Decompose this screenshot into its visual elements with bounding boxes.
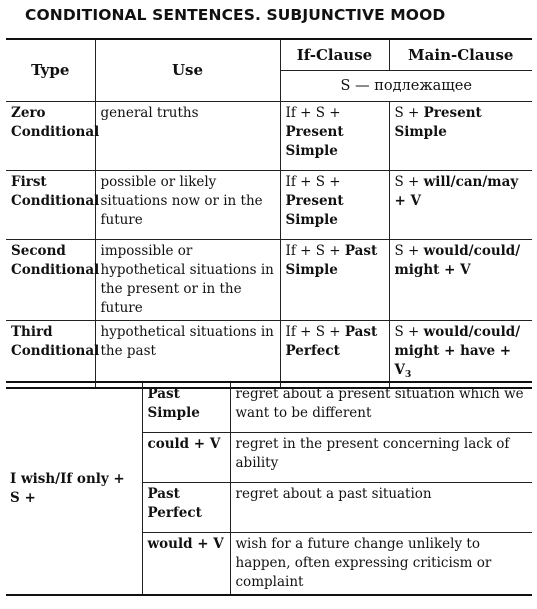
- row-use: hypothetical situations in the past: [95, 321, 280, 389]
- page-title: CONDITIONAL SENTENCES. SUBJUNCTIVE MOOD: [25, 6, 446, 24]
- table-row: [6, 102, 532, 171]
- wish-form: Past Simple: [142, 382, 230, 433]
- row-main-clause: S + would/could/ might + V: [389, 240, 532, 321]
- conditionals-table: [6, 38, 532, 389]
- header-use: Use: [95, 39, 280, 102]
- wish-form: could + V: [142, 433, 230, 483]
- header-if-clause: If-Clause: [280, 39, 389, 71]
- wish-label: I wish/If only + S +: [6, 382, 142, 595]
- wish-meaning: regret in the present concerning lack of ability: [230, 433, 532, 483]
- table-row: [6, 240, 532, 321]
- wish-meaning: regret about a present situation which we want to be different: [230, 382, 532, 433]
- wish-form: Past Perfect: [142, 483, 230, 533]
- row-type: First Conditional: [6, 171, 95, 240]
- row-if-clause: If + S + Present Simple: [280, 102, 389, 171]
- row-main-clause: S + will/can/may + V: [389, 171, 532, 240]
- subscript: 3: [404, 370, 412, 380]
- row-if-clause: If + S + Present Simple: [280, 171, 389, 240]
- wish-form: would + V: [142, 533, 230, 596]
- row-type: Third Conditional: [6, 321, 95, 389]
- table-row: [6, 321, 532, 389]
- header-row: [6, 39, 532, 71]
- header-type: Type: [6, 39, 95, 102]
- row-type: Second Conditional: [6, 240, 95, 321]
- row-if-clause: If + S + Past Perfect: [280, 321, 389, 389]
- row-main-clause: S + would/could/ might + have + $V_3$: [389, 321, 532, 389]
- table-row: [6, 382, 532, 433]
- header-subject-note: S — подлежащее: [280, 71, 532, 102]
- header-main-clause: Main-Clause: [389, 39, 532, 71]
- row-use: general truths: [95, 102, 280, 171]
- row-use: possible or likely situations now or in the future: [95, 171, 280, 240]
- wish-meaning: wish for a future change unlikely to happen, often expressing criticism or complaint: [230, 533, 532, 596]
- row-if-clause: If + S + Past Simple: [280, 240, 389, 321]
- wish-meaning: regret about a past situation: [230, 483, 532, 533]
- wish-table: [6, 381, 532, 596]
- row-type: Zero Conditional: [6, 102, 95, 171]
- table-row: [6, 171, 532, 240]
- row-use: impossible or hypothetical situations in the present or in the future: [95, 240, 280, 321]
- row-main-clause: S + Present Simple: [389, 102, 532, 171]
